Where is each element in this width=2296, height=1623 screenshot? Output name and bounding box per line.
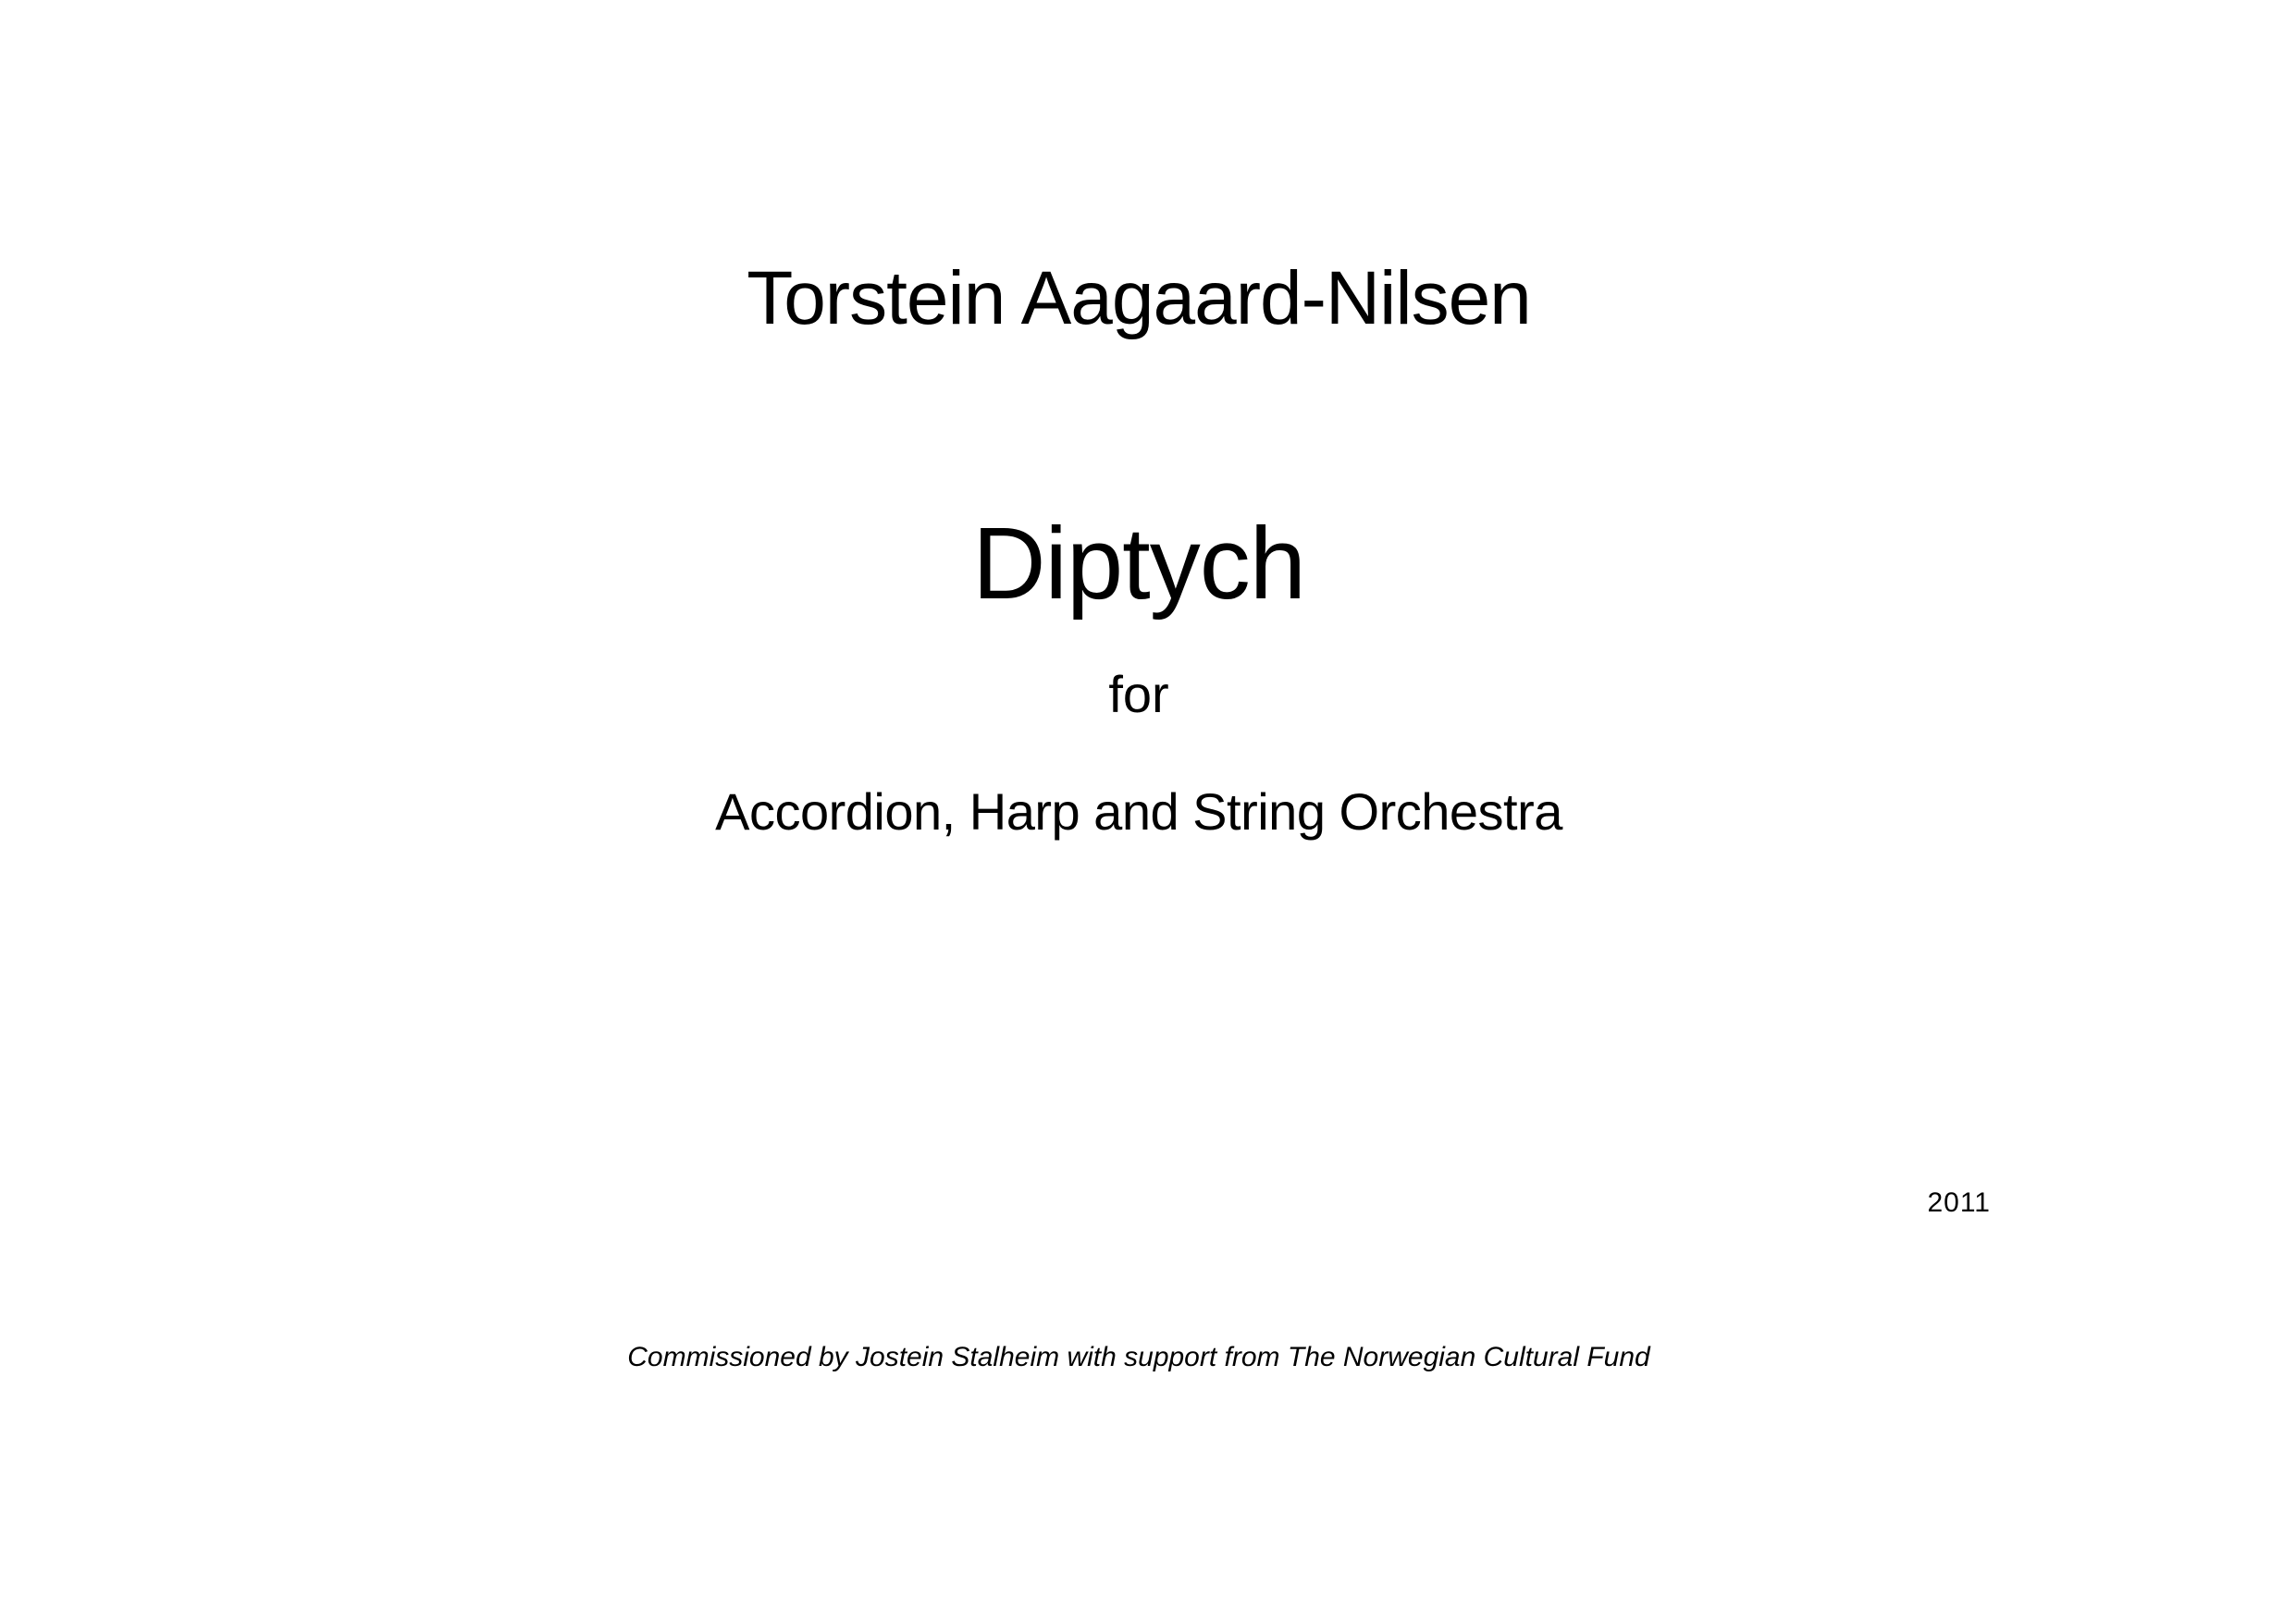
instrumentation: Accordion, Harp and String Orchestra: [715, 782, 1562, 841]
composer-name: Torstein Aagaard-Nilsen: [747, 256, 1531, 340]
commission-note: Commissioned by Jostein Stalheim with support from The Norwegian Cultural Fund: [627, 1342, 1650, 1372]
work-title: Diptych: [972, 507, 1305, 621]
composition-year: 2011: [1927, 1187, 1991, 1218]
for-label: for: [1108, 665, 1169, 723]
